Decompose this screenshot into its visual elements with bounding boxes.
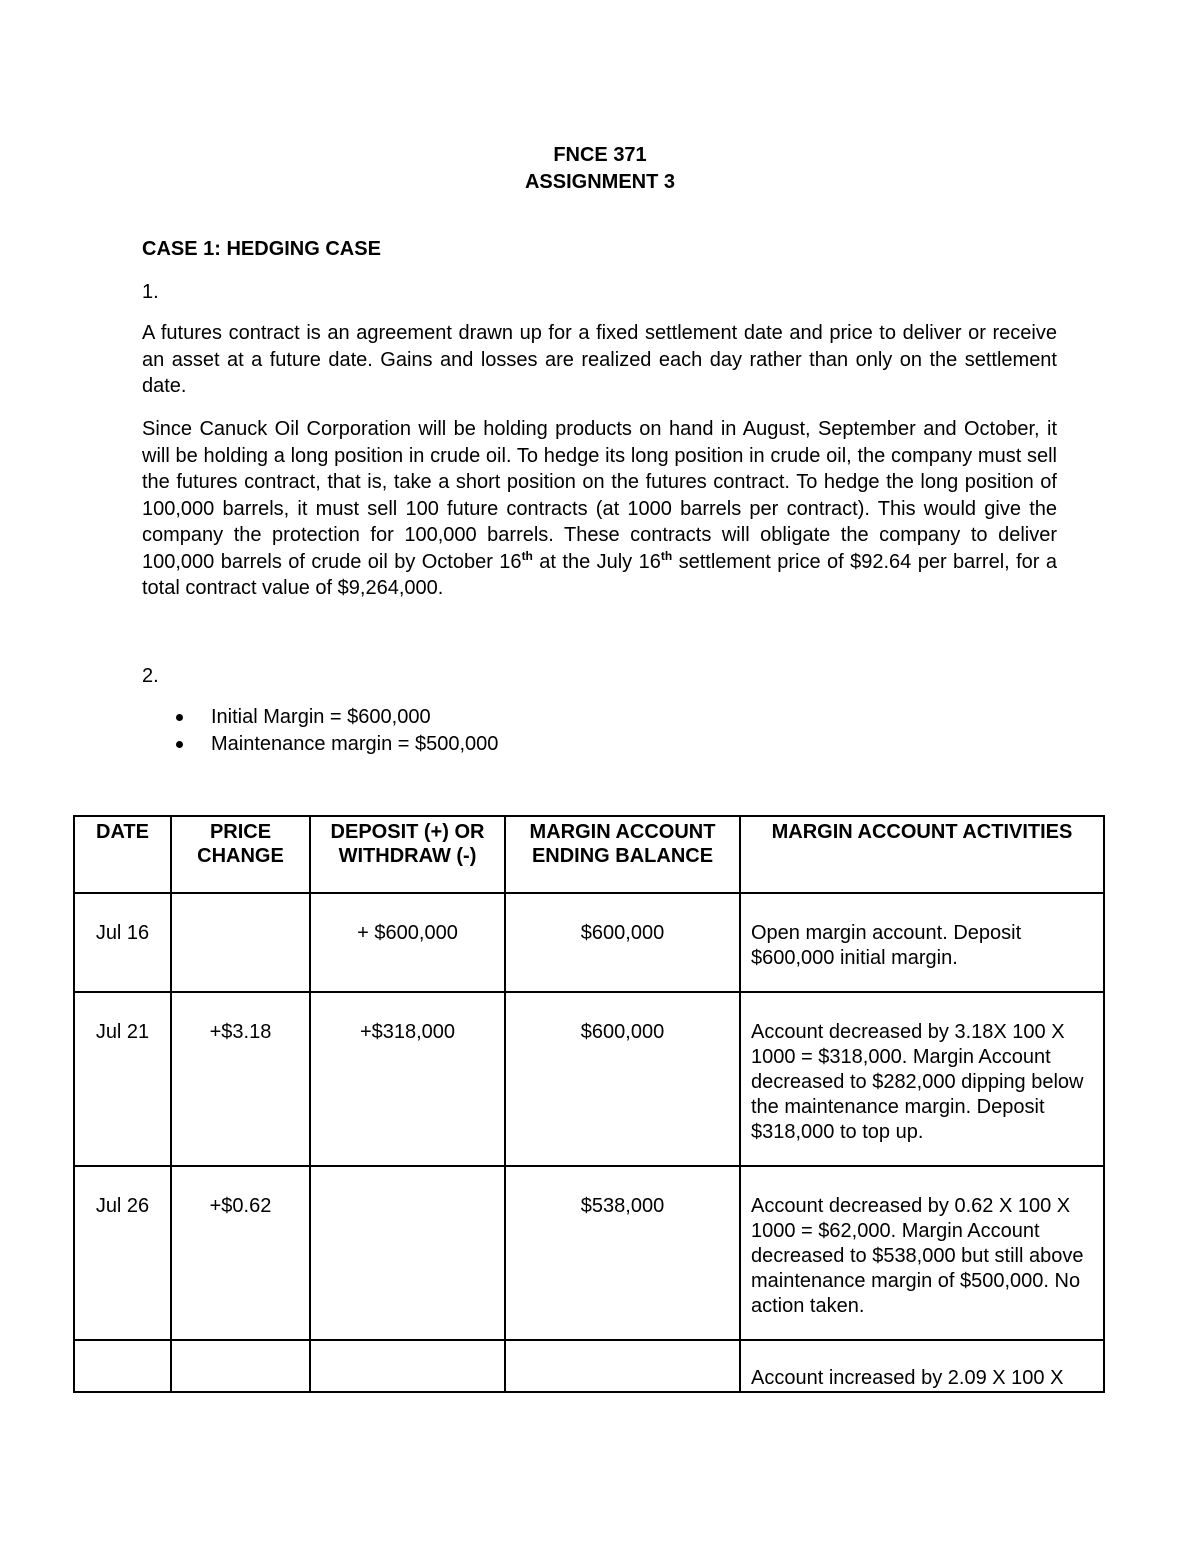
- bullet-icon: [176, 741, 183, 748]
- cell-date: Jul 16: [74, 893, 171, 992]
- superscript-th: th: [660, 548, 673, 563]
- question-1-paragraph-1: A futures contract is an agreement drawn up for a fixed settlement date and price to deliver or receive an asset at a future date. Gains and losses are realized each day rather than only on the settlement date.: [142, 322, 1057, 397]
- table-row: [74, 893, 1104, 992]
- cell-activity: Account increased by 2.09 X 100 X: [740, 1340, 1104, 1392]
- question-2-number: 2.: [142, 665, 159, 687]
- cell-price-change: [171, 1340, 310, 1392]
- cell-price-change: [171, 893, 310, 992]
- assignment-title: ASSIGNMENT 3: [524, 171, 676, 193]
- table-row: [74, 992, 1104, 1166]
- cell-activity: Open margin account. Deposit $600,000 initial margin.: [740, 893, 1104, 992]
- list-item: [142, 704, 498, 731]
- bullet-text: Initial Margin = $600,000: [211, 706, 431, 728]
- table-row: [74, 1340, 1104, 1392]
- list-item: [142, 731, 498, 758]
- cell-deposit: +$318,000: [310, 992, 505, 1166]
- header-activities: MARGIN ACCOUNT ACTIVITIES: [740, 816, 1104, 893]
- header-date: DATE: [74, 816, 171, 893]
- margin-account-table: [73, 815, 1105, 1393]
- cell-date: Jul 21: [74, 992, 171, 1166]
- cell-balance: [505, 1340, 740, 1392]
- header-deposit-withdraw: DEPOSIT (+) OR WITHDRAW (-): [310, 816, 505, 893]
- course-code: FNCE 371: [553, 144, 647, 166]
- bullet-icon: [176, 714, 183, 721]
- table-row: [74, 1166, 1104, 1340]
- cell-price-change: +$0.62: [171, 1166, 310, 1340]
- document-title: [0, 142, 1200, 196]
- margin-bullets: [142, 704, 498, 758]
- bullet-text: Maintenance margin = $500,000: [211, 733, 499, 755]
- para2-text-a: Since Canuck Oil Corporation will be holding products on hand in August, September and October, it will be holding a long position in crude oil. To hedge its long position in crude oil, the company must sell the futures contract, that is, take a short position on the futures contract. To hedge the long position of 100,000 barrels, it must sell 100 future contracts (at 1000 barrels per contract). This would give the company the protection for 100,000 barrels. These contracts will obligate the company to deliver 100,000 barrels of crude oil by October 16: [142, 418, 1057, 573]
- cell-balance: $600,000: [505, 893, 740, 992]
- para2-text-b: at the July 16: [532, 550, 661, 573]
- cell-balance: $600,000: [505, 992, 740, 1166]
- cell-balance: $538,000: [505, 1166, 740, 1340]
- question-1-number: 1.: [142, 281, 159, 303]
- cell-deposit: [310, 1340, 505, 1392]
- case-heading: CASE 1: HEDGING CASE: [142, 238, 381, 260]
- cell-deposit: [310, 1166, 505, 1340]
- table-header-row: [74, 816, 1104, 893]
- header-ending-balance: MARGIN ACCOUNT ENDING BALANCE: [505, 816, 740, 893]
- cell-price-change: +$3.18: [171, 992, 310, 1166]
- cell-activity: Account decreased by 0.62 X 100 X 1000 = $62,000. Margin Account decreased to $538,000 but still above maintenance margin of $500,000. No action taken.: [740, 1166, 1104, 1340]
- cell-date: [74, 1340, 171, 1392]
- header-price-change: PRICE CHANGE: [171, 816, 310, 893]
- para2-text-c: settlement price of $92.64 per barrel, for a total contract value of $9,264,000.: [142, 550, 1057, 599]
- cell-activity: Account decreased by 3.18X 100 X 1000 = $318,000. Margin Account decreased to $282,000 dipping below the maintenance margin. Deposit $318,000 to top up.: [740, 992, 1104, 1166]
- question-1-paragraph-2: [142, 416, 1057, 602]
- cell-deposit: + $600,000: [310, 893, 505, 992]
- superscript-th: th: [521, 548, 533, 563]
- cell-date: Jul 26: [74, 1166, 171, 1340]
